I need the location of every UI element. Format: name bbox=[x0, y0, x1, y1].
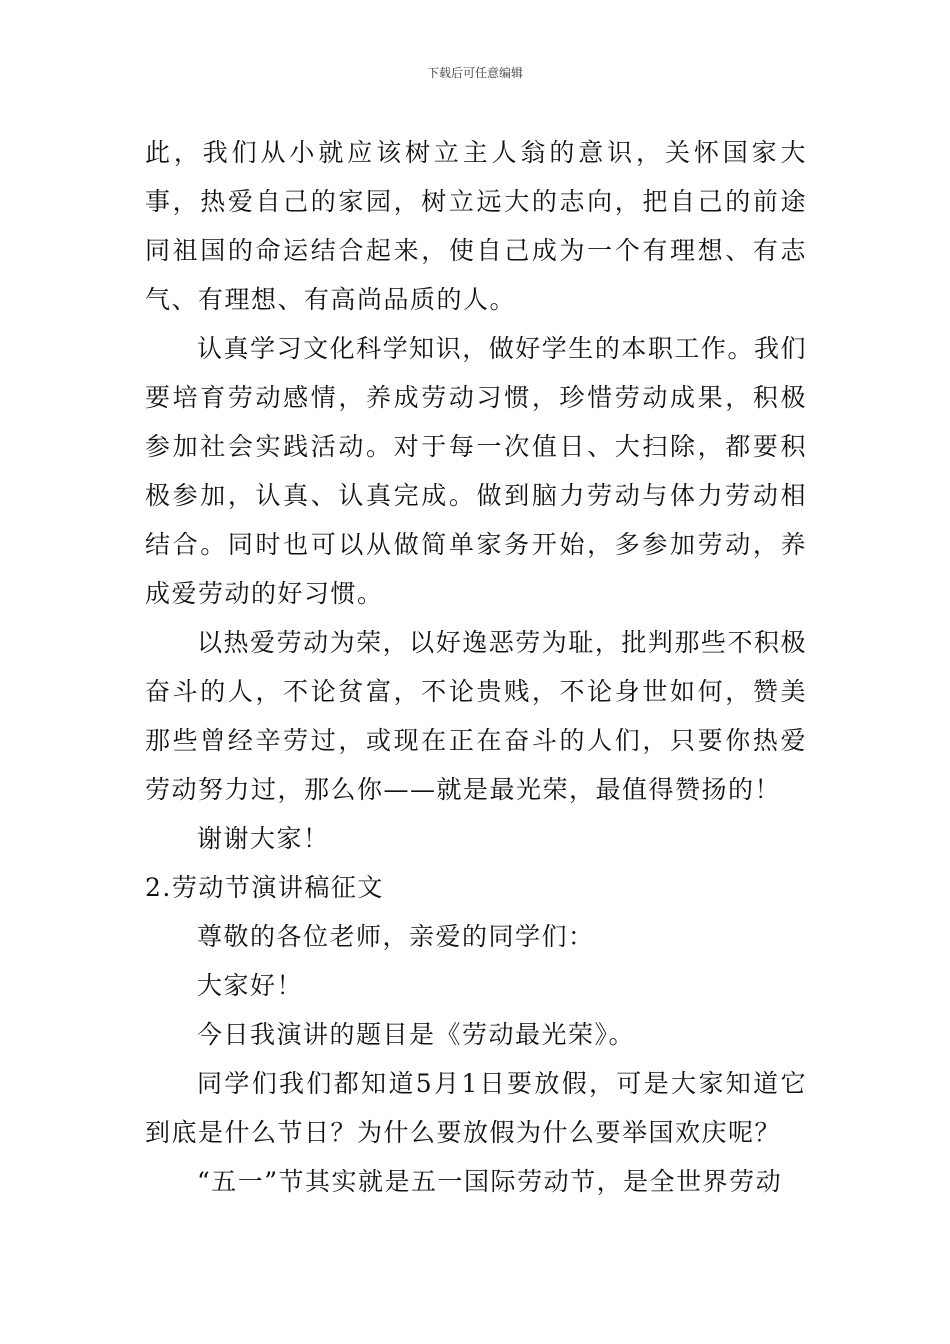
paragraph-3: 以热爱劳动为荣，以好逸恶劳为耻，批判那些不积极奋斗的人，不论贫富，不论贵贱，不论身世如何，赞美那些曾经辛劳过，或现在正在奋斗的人们，只要你热爱劳动努力过，那么你——就是最光荣，最值得赞扬的！ bbox=[145, 628, 807, 804]
paragraph-thanks: 谢谢大家！ bbox=[197, 824, 330, 853]
section-heading: 2.劳动节演讲稿征文 bbox=[145, 873, 384, 902]
paragraph-2: 认真学习文化科学知识，做好学生的本职工作。我们要培育劳动感情，养成劳动习惯，珍惜劳动成果，积极参加社会实践活动。对于每一次值日、大扫除，都要积极参加，认真、认真完成。做到脑力劳动与体力劳动相结合。同时也可以从做简单家务开始，多参加劳动，养成爱劳动的好习惯。 bbox=[145, 334, 807, 608]
paragraph-topic: 今日我演讲的题目是《劳动最光荣》。 bbox=[197, 1020, 636, 1049]
paragraph-salutation: 尊敬的各位老师，亲爱的同学们： bbox=[197, 922, 595, 951]
page-header: 下载后可任意编辑 bbox=[426, 66, 523, 80]
paragraph-may-day: “五一”节其实就是五一国际劳动节，是全世界劳动 bbox=[197, 1167, 783, 1196]
paragraph-1: 此，我们从小就应该树立主人翁的意识，关怀国家大事，热爱自己的家园，树立远大的志向，把自己的前途同祖国的命运结合起来，使自己成为一个有理想、有志气、有理想、有高尚品质的人。 bbox=[145, 138, 807, 314]
paragraph-greeting: 大家好！ bbox=[197, 971, 304, 1000]
paragraph-question: 同学们我们都知道5月1日要放假，可是大家知道它到底是什么节日？为什么要放假为什么要举国欢庆呢？ bbox=[145, 1069, 807, 1147]
document-body bbox=[145, 128, 807, 1206]
